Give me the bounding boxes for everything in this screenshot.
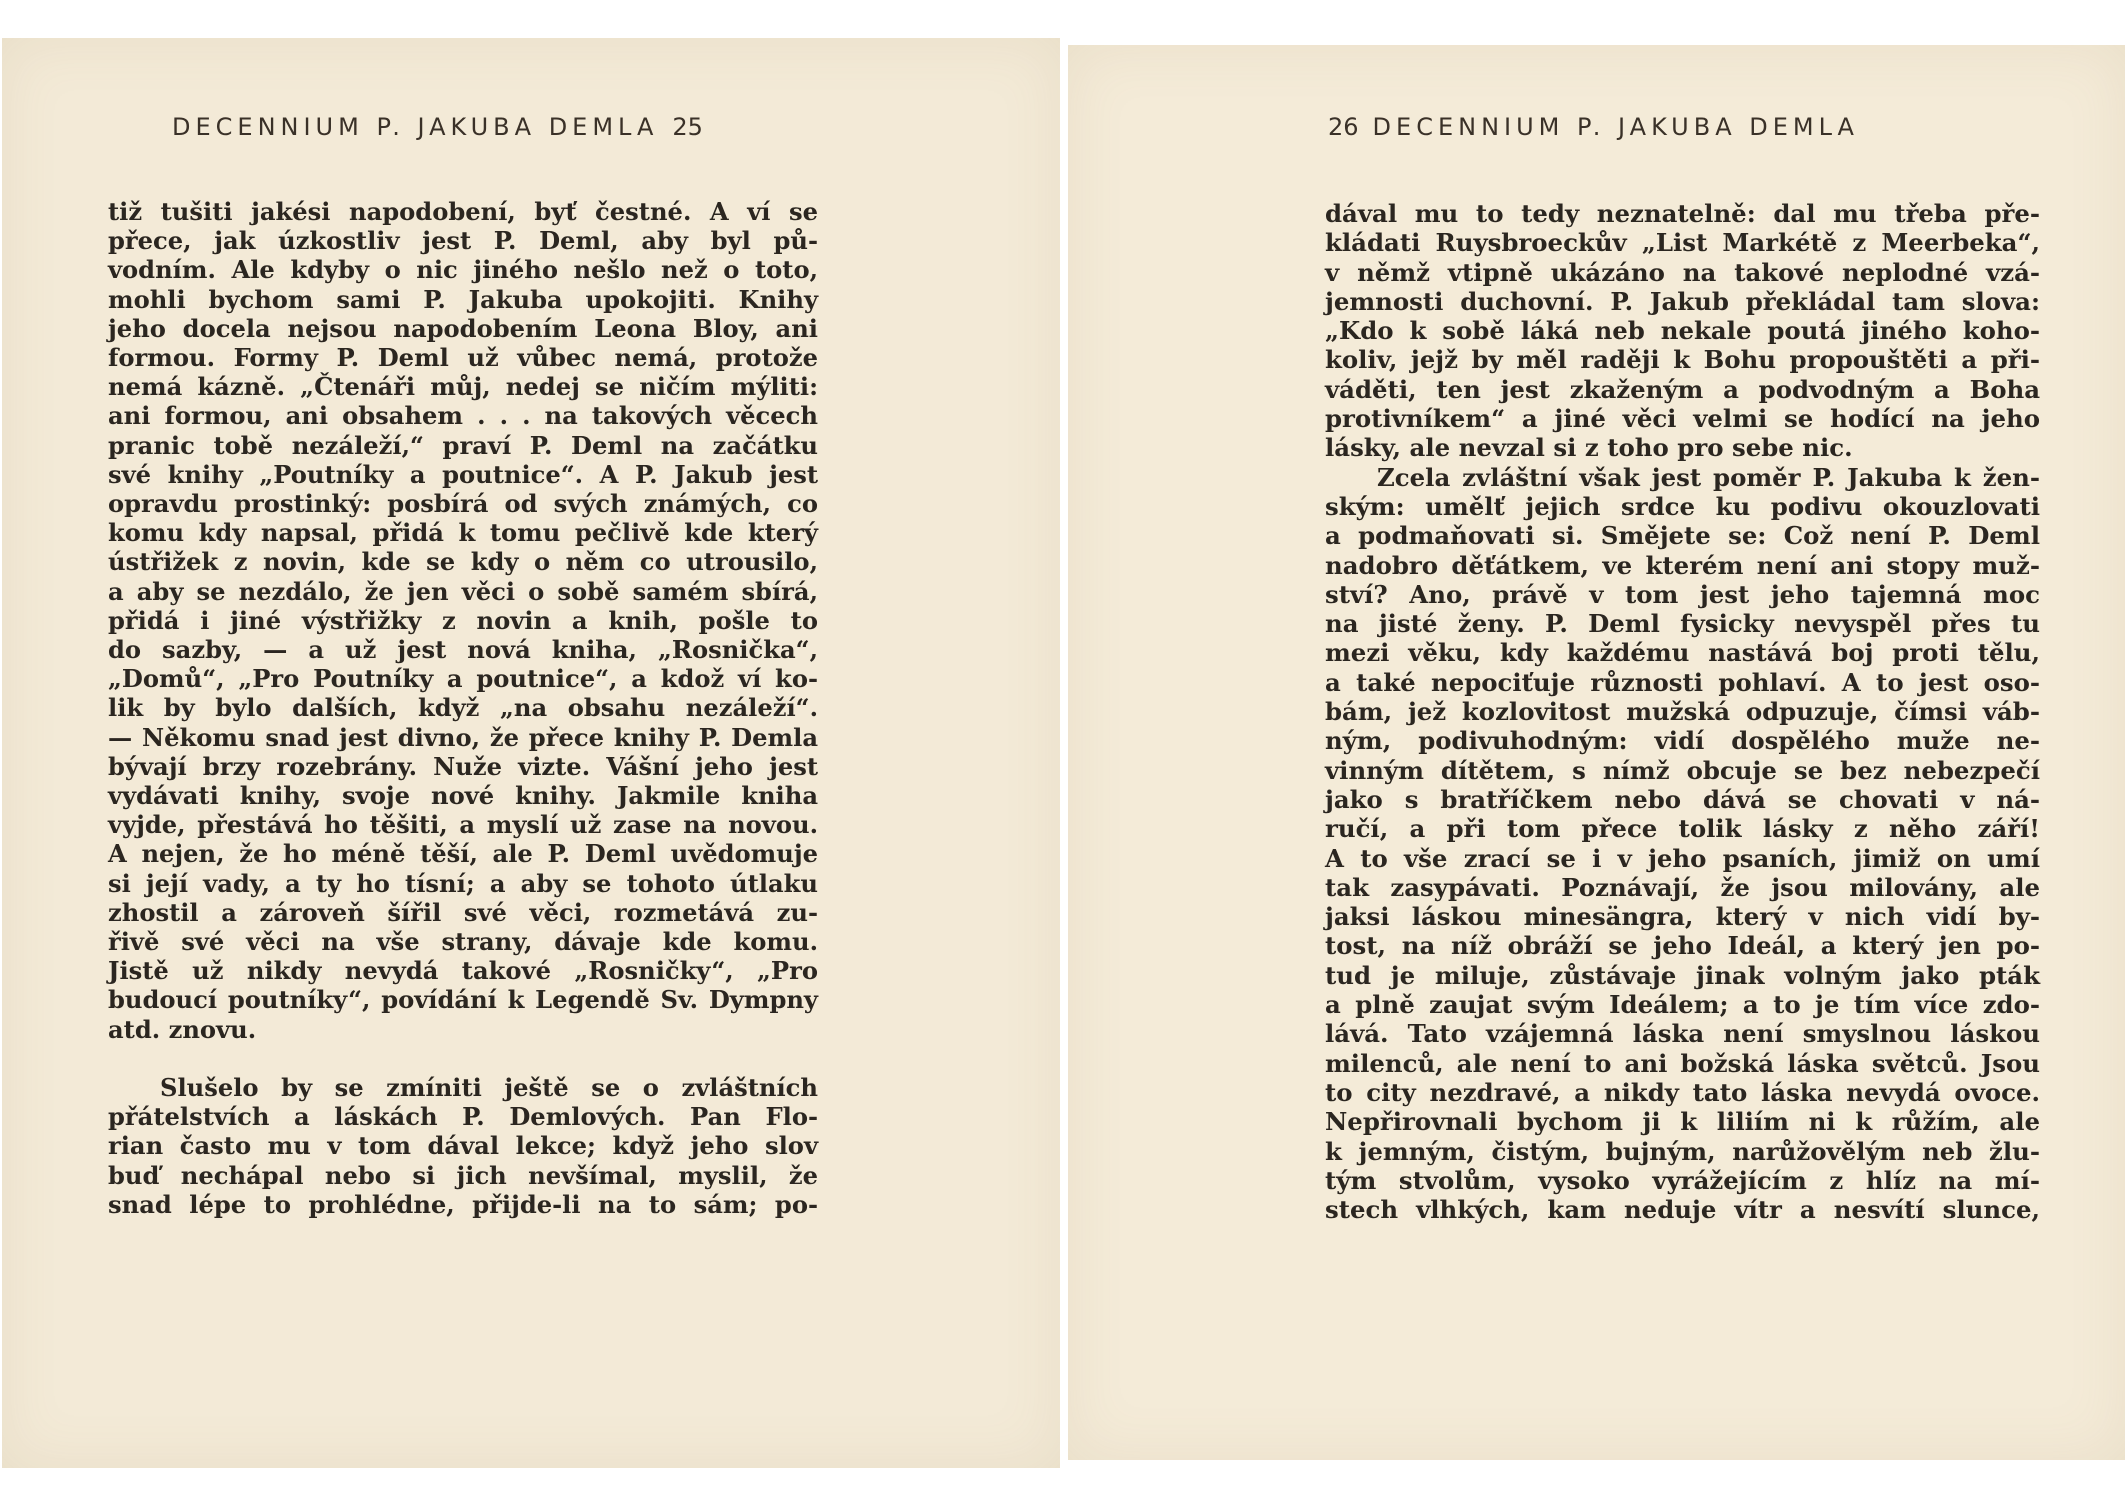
left-page-body: [108, 197, 818, 1219]
text-line: Nepřirovnali bychom ji k liliím ni k růžím, ale: [1325, 1107, 2040, 1137]
text-line: tým stvolům, vysoko vyrážejícím z hlíz na mí-: [1325, 1165, 2040, 1195]
text-line: budoucí poutníky“, povídání k Legendě Sv. Dympny: [108, 985, 818, 1015]
text-line: zhostil a zároveň šířil své věci, rozmetává zu-: [108, 897, 818, 927]
text-line: atd. znovu.: [108, 1014, 257, 1044]
text-line: ručí, a při tom přece tolik lásky z něho září!: [1325, 814, 2040, 844]
text-line: a také nepociťuje různosti pohlaví. A to jest oso-: [1325, 667, 2040, 697]
text-line: dával mu to tedy neznatelně: dal mu třeba pře-: [1325, 199, 2040, 228]
text-line: Slušelo by se zmíniti ještě se o zvláštních: [160, 1072, 818, 1102]
text-line: tiž tušiti jakési napodobení, byť čestné. A ví se: [108, 197, 818, 226]
text-line: jemnosti duchovní. P. Jakub překládal tam slova:: [1325, 286, 2040, 316]
text-line: vinným dítětem, s nímž obcuje se bez nebezpečí: [1325, 755, 2040, 785]
text-line: opravdu prostinký: posbírá od svých známých, co: [108, 489, 818, 519]
text-line: na jisté ženy. P. Deml fysicky nevyspěl přes tu: [1325, 609, 2040, 639]
text-line: ani formou, ani obsahem . . . na takových věcech: [108, 401, 818, 431]
text-line: A to vše zrací se i v jeho psaních, jimiž on umí: [1325, 843, 2040, 873]
text-line: nemá kázně. „Čtenáři můj, nedej se ničím mýliti:: [108, 372, 818, 402]
text-line: ským: umělť jejich srdce ku podivu okouzlovati: [1325, 491, 2040, 521]
text-line: „Kdo k sobě láká neb nekale poutá jiného koho-: [1325, 316, 2040, 346]
text-line: přece, jak úzkostliv jest P. Deml, aby byl pů-: [108, 226, 818, 256]
text-line: jaksi láskou minesängra, který v nich vidí by-: [1325, 902, 2040, 932]
text-line: váděti, ten jest zkaženým a podvodným a Boha: [1325, 374, 2040, 404]
text-line: kládati Ruysbroeckův „List Markétě z Meerbeka“,: [1325, 228, 2040, 258]
text-line: — Někomu snad jest divno, že přece knihy P. Demla: [108, 722, 818, 752]
text-line: do sazby, — a už jest nová kniha, „Rosnička“,: [108, 635, 818, 665]
running-title: DECENNIUM P. JAKUBA DEMLA: [172, 113, 659, 141]
text-line: vodním. Ale kdyby o nic jiného nešlo než o toto,: [108, 255, 818, 285]
text-line: snad lépe to prohlédne, přijde-li na to sám; po-: [108, 1189, 818, 1219]
text-line: a plně zaujat svým Ideálem; a to je tím více zdo-: [1325, 990, 2040, 1020]
text-line: bývají brzy rozebrány. Nuže vizte. Vášní jeho jest: [108, 751, 818, 781]
text-line: tak zasypávati. Poznávají, že jsou milovány, ale: [1325, 872, 2040, 902]
text-line: Zcela zvláštní však jest poměr P. Jakuba k žen-: [1377, 462, 2040, 492]
text-line: formou. Formy P. Deml už vůbec nemá, protože: [108, 343, 818, 373]
text-line: ným, podivuhodným: vidí dospělého muže ne-: [1325, 726, 2040, 756]
text-line: Jistě už nikdy nevydá takové „Rosničky“, „Pro: [108, 956, 818, 986]
text-line: k jemným, čistým, bujným, narůžovělým neb žlu-: [1325, 1136, 2040, 1166]
text-line: ství? Ano, právě v tom jest jeho tajemná moc: [1325, 579, 2040, 609]
text-line: vydávati knihy, svoje nové knihy. Jakmile kniha: [108, 781, 818, 811]
text-line: ústřižek z novin, kde se kdy o něm co utrousilo,: [108, 547, 818, 577]
page-number: 25: [672, 113, 703, 141]
text-line: tud je miluje, zůstávaje jinak volným jako pták: [1325, 960, 2040, 990]
text-line: lává. Tato vzájemná láska není smyslnou láskou: [1325, 1019, 2040, 1049]
text-line: stech vlhkých, kam neduje vítr a nesvítí slunce,: [1325, 1195, 2040, 1225]
text-line: pranic tobě nezáleží,“ praví P. Deml na začátku: [108, 430, 818, 460]
text-line: přidá i jiné výstřižky z novin a knih, pošle to: [108, 605, 818, 635]
text-line: komu kdy napsal, přidá k tomu pečlivě kde který: [108, 518, 818, 548]
text-line: mezi věku, kdy každému nastává boj proti tělu,: [1325, 638, 2040, 668]
text-line: si její vady, a ty ho tísní; a aby se tohoto útlaku: [108, 868, 818, 898]
text-line: „Domů“, „Pro Poutníky a poutnice“, a kdož ví ko-: [108, 664, 818, 694]
text-line: a podmaňovati si. Smějete se: Což není P. Deml: [1325, 521, 2040, 551]
text-line: mohli bychom sami P. Jakuba upokojiti. Knihy: [108, 284, 818, 314]
text-line: jeho docela nejsou napodobením Leona Bloy, ani: [108, 313, 818, 343]
text-line: jako s bratříčkem nebo dává se chovati v ná-: [1325, 784, 2040, 814]
paragraph-gap: [108, 1044, 818, 1073]
page-number: 26: [1328, 113, 1359, 141]
text-line: protivníkem“ a jiné věci velmi se hodící na jeho: [1325, 404, 2040, 434]
text-line: to city nezdravé, a nikdy tato láska nevydá ovoce.: [1325, 1077, 2040, 1107]
text-line: milenců, ale není to ani božská láska světců. Jsou: [1325, 1048, 2040, 1078]
text-line: A nejen, že ho méně těší, ale P. Deml uvědomuje: [108, 839, 818, 869]
text-line: a aby se nezdálo, že jen věci o sobě samém sbírá,: [108, 576, 818, 606]
text-line: vyjde, přestává ho těšiti, a myslí už zase na novou.: [108, 810, 818, 840]
running-header-right: [1328, 113, 1859, 141]
text-line: tost, na níž obráží se jeho Ideál, a který jen po-: [1325, 931, 2040, 961]
running-title: DECENNIUM P. JAKUBA DEMLA: [1372, 113, 1859, 141]
text-line: koliv, jejž by měl raději k Bohu propouštěti a při-: [1325, 345, 2040, 375]
text-line: nadobro děťátkem, ve kterém není ani stopy muž-: [1325, 550, 2040, 580]
text-line: lik by bylo dalších, když „na obsahu nezáleží“.: [108, 693, 818, 723]
text-line: v němž vtipně ukázáno na takové neplodné vzá-: [1325, 257, 2040, 287]
text-line: své knihy „Poutníky a poutnice“. A P. Jakub jest: [108, 459, 818, 489]
text-line: přátelstvích a láskách P. Demlových. Pan Flo-: [108, 1102, 818, 1132]
text-line: lásky, ale nevzal si z toho pro sebe nic.: [1325, 433, 1853, 463]
text-line: buď nechápal nebo si jich nevšímal, myslil, že: [108, 1160, 818, 1190]
text-line: rian často mu v tom dával lekce; když jeho slov: [108, 1131, 818, 1161]
right-page-body: [1325, 199, 2040, 1224]
text-line: řivě své věci na vše strany, dávaje kde komu.: [108, 927, 818, 957]
text-line: bám, jež kozlovitost mužská odpuzuje, čímsi váb-: [1325, 697, 2040, 727]
running-header-left: [172, 113, 703, 141]
